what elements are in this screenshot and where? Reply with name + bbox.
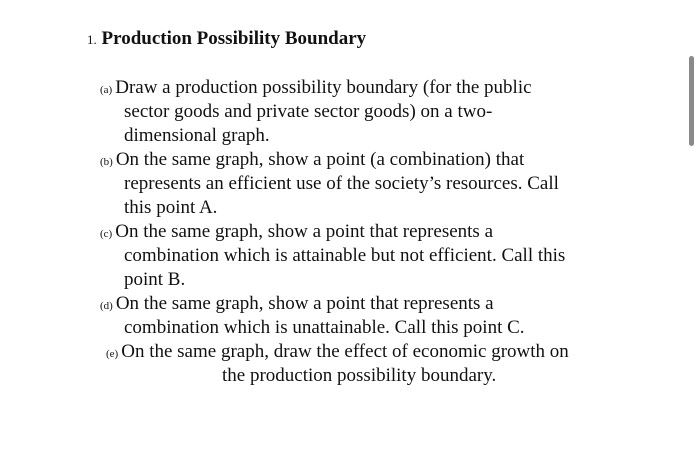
item-c-line-1: On the same graph, show a point that represents a <box>115 221 494 242</box>
item-c-line-3: point B. <box>124 269 186 290</box>
item-b-line-3: this point A. <box>124 197 218 218</box>
item-c-line-2: combination which is attainable but not efficient. Call this <box>124 245 566 266</box>
item-a-line-1: Draw a production possibility boundary (for the public <box>115 77 532 98</box>
item-a-line-3: dimensional graph. <box>124 125 270 146</box>
list-item-a <box>100 76 660 148</box>
item-d-line-2: combination which is unattainable. Call this point C. <box>124 317 525 338</box>
question-number: 1. <box>87 32 97 47</box>
item-e-line-1: On the same graph, draw the effect of economic growth on <box>121 341 569 362</box>
question-heading <box>87 27 366 52</box>
item-a-line-2: sector goods and private sector goods) on a two- <box>124 101 493 122</box>
item-marker: (d) <box>100 300 113 312</box>
item-d-line-1: On the same graph, show a point that represents a <box>115 293 494 314</box>
item-marker: (e) <box>106 348 119 360</box>
list-item-b <box>100 148 660 220</box>
list-item-d <box>100 292 660 340</box>
item-marker: (c) <box>100 228 113 240</box>
item-b-line-1: On the same graph, show a point (a combination) that <box>115 149 525 170</box>
item-marker: (b) <box>100 156 113 168</box>
list-item-c <box>100 220 660 292</box>
vertical-scrollbar[interactable] <box>689 56 694 146</box>
list-item-e <box>106 340 666 388</box>
item-marker: (a) <box>100 84 113 96</box>
item-e-line-2: the production possibility boundary. <box>222 365 497 386</box>
question-title: Production Possibility Boundary <box>101 28 367 49</box>
item-b-line-2: represents an efficient use of the society’s resources. Call <box>124 173 559 194</box>
